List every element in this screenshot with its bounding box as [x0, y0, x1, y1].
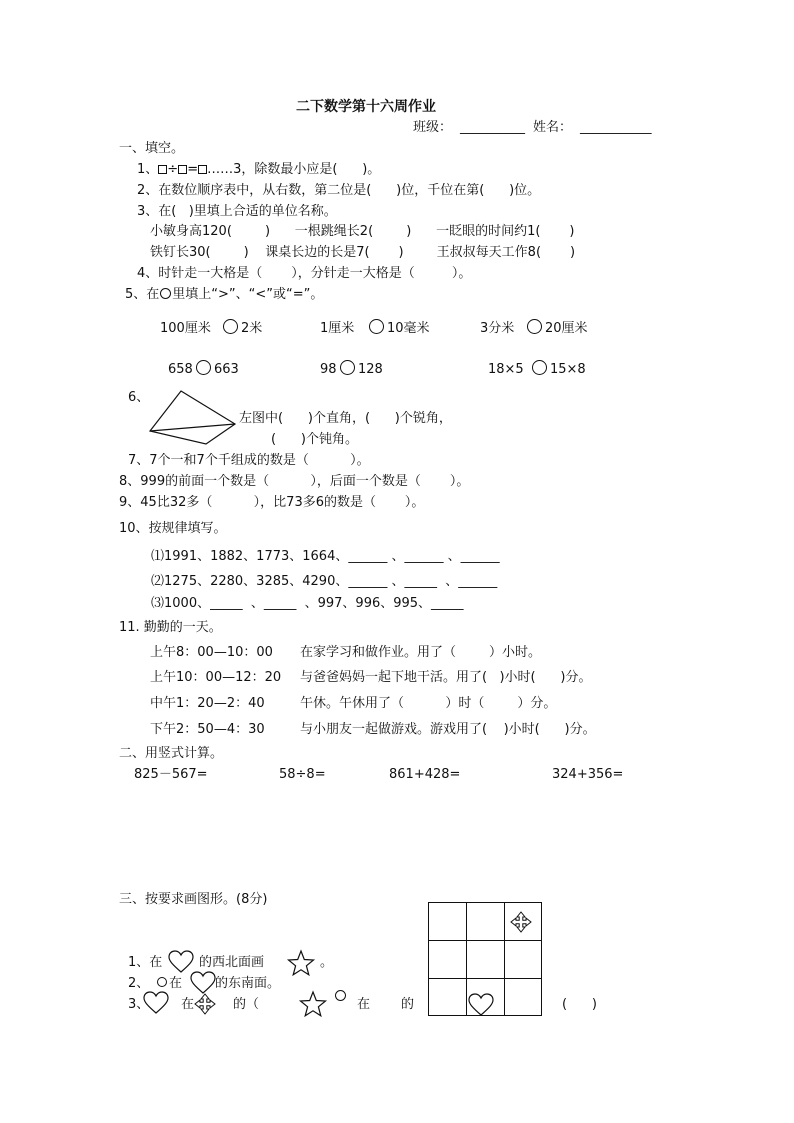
answer-blank: ( )	[562, 997, 597, 1012]
compare-right: 2米	[241, 321, 263, 336]
draw-item-2-prefix: 2、	[128, 976, 150, 991]
question-6-line-1: 左图中( )个直角，( )个锐角，	[239, 411, 452, 426]
calc-item: 825－567=	[134, 767, 208, 782]
cross-arrows-icon	[194, 993, 216, 1015]
draw-item-3-text: 在	[181, 997, 195, 1012]
draw-item-1-end: 。	[320, 955, 334, 970]
schedule-time: 下午2：50—4：30	[150, 722, 265, 737]
draw-item-2-text: 在	[169, 976, 183, 991]
schedule-text: 在家学习和做作业。用了（ ）小时。	[300, 645, 542, 660]
compare-left: 98	[320, 362, 337, 377]
draw-item-2-end: 的东南面。	[215, 976, 281, 991]
compare-left: 100厘米	[160, 321, 211, 336]
pattern-3: ⑶1000、_____ 、_____ 、997、996、995、_____	[151, 596, 464, 611]
compare-left: 658	[168, 362, 193, 377]
question-3-row-1: 小敏身高120( ) 一根跳绳长2( ) 一眨眼的时间约1( )	[150, 224, 575, 239]
question-7: 7、7个一和7个千组成的数是（ ）。	[128, 453, 370, 468]
schedule-text: 午休。午休用了（ ）时（ ）分。	[300, 696, 557, 711]
schedule-time: 上午8：00—10：00	[150, 645, 273, 660]
circle-icon	[157, 977, 167, 987]
draw-item-3-of: 的	[401, 997, 415, 1012]
compare-right: 128	[358, 362, 383, 377]
section-2-heading: 二、用竖式计算。	[119, 746, 224, 761]
pattern-2: ⑵1275、2280、3285、4290、______ 、_____ 、______	[151, 574, 498, 589]
question-2: 2、在数位顺序表中，从右数，第二位是( )位，千位在第( )位。	[137, 183, 541, 198]
box-icon	[158, 165, 167, 174]
circle-icon	[369, 319, 384, 334]
name-blank: ___________	[580, 120, 652, 135]
calc-item: 58÷8=	[279, 767, 326, 782]
circle-icon	[335, 990, 346, 1001]
question-6-line-2: ( )个钝角。	[271, 432, 358, 447]
box-icon	[198, 165, 207, 174]
draw-item-1-text: 的西北面画	[199, 955, 265, 970]
calc-item: 861+428=	[389, 767, 461, 782]
circle-icon	[340, 360, 355, 375]
question-3: 3、在( )里填上合适的单位名称。	[137, 204, 337, 219]
compare-left: 1厘米	[320, 321, 355, 336]
class-label: 班级：	[413, 120, 453, 135]
quadrilateral-figure	[148, 388, 238, 448]
compare-right: 10毫米	[387, 321, 430, 336]
question-9: 9、45比32多（ ），比73多6的数是（ ）。	[119, 495, 425, 510]
pattern-1: ⑴1991、1882、1773、1664、______ 、______ 、______	[151, 549, 500, 564]
class-blank: __________	[460, 120, 525, 135]
draw-item-3-in: 在	[357, 997, 371, 1012]
question-6: 6、	[128, 390, 150, 405]
question-10: 10、按规律填写。	[119, 521, 227, 536]
section-1-heading: 一、填空。	[119, 141, 185, 156]
circle-icon	[160, 288, 171, 299]
circle-icon	[532, 360, 547, 375]
star-icon	[287, 950, 315, 976]
compare-right: 663	[214, 362, 239, 377]
question-4: 4、时针走一大格是（ ），分针走一大格是（ ）。	[137, 266, 472, 281]
schedule-text: 与爸爸妈妈一起下地干活。用了( )小时( )分。	[300, 670, 592, 685]
box-icon	[178, 165, 187, 174]
circle-icon	[223, 319, 238, 334]
question-3-row-2: 铁钉长30( ) 课桌长边的长是7( ) 王叔叔每天工作8( )	[150, 245, 576, 260]
section-3-heading: 三、按要求画图形。(8分)	[119, 892, 268, 907]
schedule-text: 与小朋友一起做游戏。游戏用了( )小时( )分。	[300, 722, 596, 737]
name-label: 姓名：	[533, 120, 573, 135]
draw-item-3-mid: 的（	[233, 997, 260, 1012]
question-8: 8、999的前面一个数是（ ），后面一个数是（ ）。	[119, 474, 470, 489]
heart-icon	[190, 971, 216, 995]
cross-arrows-icon	[510, 911, 532, 933]
compare-left: 18×5	[488, 362, 524, 377]
page-title: 二下数学第十六周作业	[296, 99, 436, 115]
heart-icon	[143, 991, 169, 1015]
question-5: 5、在 里填上“>”、“<”或“=”。	[125, 287, 324, 302]
calc-item: 324+356=	[552, 767, 624, 782]
question-1: 1、 ÷ = ……3，除数最小应是( )。	[137, 162, 381, 177]
schedule-time: 中午1：20—2：40	[150, 696, 265, 711]
draw-item-1-prefix: 1、在	[128, 955, 163, 970]
compare-left: 3分米	[480, 321, 515, 336]
compare-right: 20厘米	[545, 321, 588, 336]
circle-icon	[196, 360, 211, 375]
compare-right: 15×8	[550, 362, 586, 377]
heart-icon	[468, 993, 494, 1017]
question-11: 11. 勤勤的一天。	[119, 620, 222, 635]
schedule-time: 上午10：00—12：20	[150, 670, 282, 685]
circle-icon	[527, 319, 542, 334]
draw-item-3-prefix: 3、	[128, 997, 150, 1012]
star-icon	[299, 991, 327, 1017]
